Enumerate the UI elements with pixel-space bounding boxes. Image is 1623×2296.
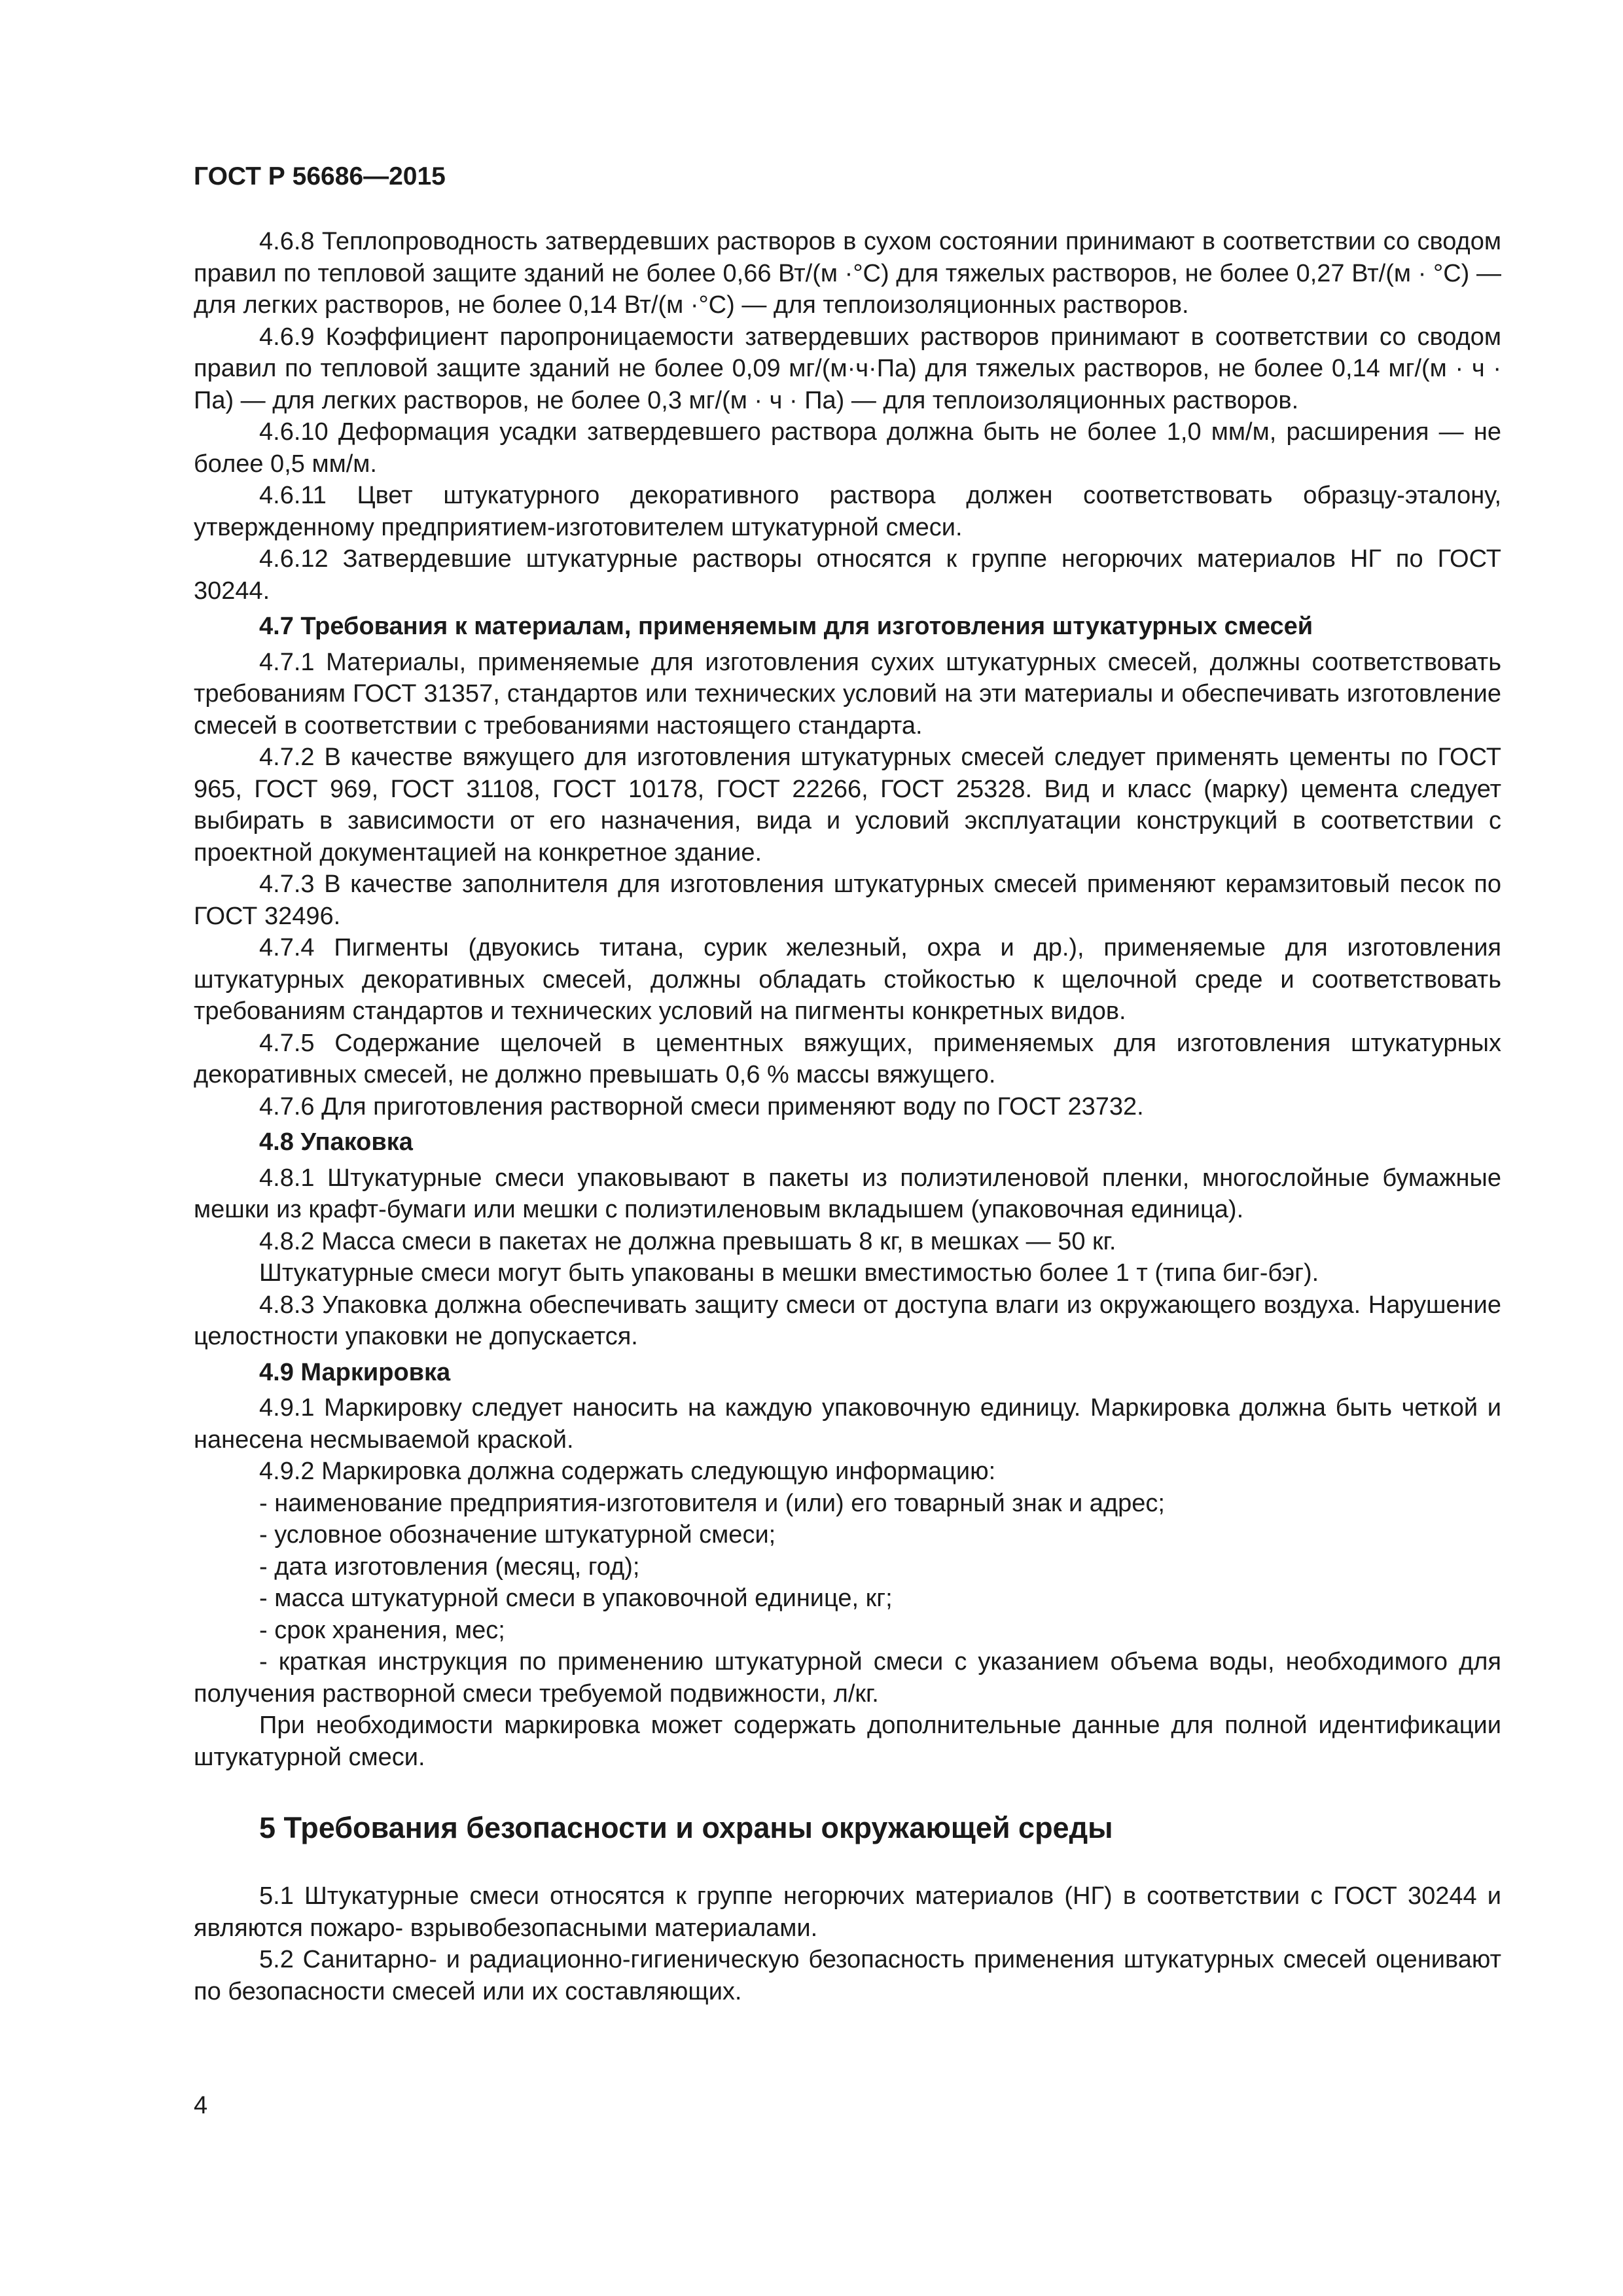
paragraph-4-9-1: 4.9.1 Маркировку следует наносить на каждую упаковочную единицу. Маркировка должна быть четкой и нанесена несмываемой краской. bbox=[194, 1394, 1501, 1454]
list-item: - масса штукатурной смеси в упаковочной единице, кг; bbox=[259, 1585, 893, 1612]
list-item: - срок хранения, мес; bbox=[259, 1616, 505, 1644]
paragraph-4-6-12: 4.6.12 Затвердевшие штукатурные растворы относятся к группе негорючих материалов НГ по ГОСТ 30244. bbox=[194, 545, 1501, 605]
section-heading-4-8: 4.8 Упаковка bbox=[259, 1128, 413, 1156]
paragraph-4-6-9: 4.6.9 Коэффициент паропроницаемости затвердевших растворов принимают в соответствии со сводом правил по тепловой защите зданий не более 0,09 мг/(м·ч·Па) для тяжелых растворов, не более 0,14 мг/(м · ч · Па) — для легких растворов, не более 0,3 мг/(м · ч · Па) — для теплоизоляционных растворов. bbox=[194, 323, 1501, 414]
paragraph-4-9-note: При необходимости маркировка может содержать дополнительные данные для полной идентификации штукатурной смеси. bbox=[194, 1712, 1501, 1771]
paragraph-4-8-3: 4.8.3 Упаковка должна обеспечивать защиту смеси от доступа влаги из окружающего воздуха. Нарушение целостности упаковки не допускается. bbox=[194, 1291, 1501, 1350]
paragraph-4-6-10: 4.6.10 Деформация усадки затвердевшего раствора должна быть не более 1,0 мм/м, расширения — не более 0,5 мм/м. bbox=[194, 418, 1501, 478]
paragraph-4-8-1: 4.8.1 Штукатурные смеси упаковывают в пакеты из полиэтиленовой пленки, многослойные бумажные мешки из крафт-бумаги или мешки с полиэтиленовым вкладышем (упаковочная единица). bbox=[194, 1164, 1501, 1223]
list-item: - наименование предприятия-изготовителя и (или) его товарный знак и адрес; bbox=[259, 1489, 1165, 1517]
page-number: 4 bbox=[194, 2092, 208, 2119]
paragraph-4-7-3: 4.7.3 В качестве заполнителя для изготовления штукатурных смесей применяют керамзитовый песок по ГОСТ 32496. bbox=[194, 870, 1501, 930]
section-heading-4-7: 4.7 Требования к материалам, применяемым для изготовления штукатурных смесей bbox=[259, 613, 1313, 640]
paragraph-4-6-8: 4.6.8 Теплопроводность затвердевших растворов в сухом состоянии принимают в соответствии со сводом правил по тепловой защите зданий не более 0,66 Вт/(м ·°С) для тяжелых растворов, не более 0,27 Вт/(м · °С) — для легких растворов, не более 0,14 Вт/(м ·°С) — для теплоизоляционных растворов. bbox=[194, 228, 1501, 319]
paragraph-4-7-4: 4.7.4 Пигменты (двуокись титана, сурик железный, охра и др.), применяемые для изготовления штукатурных декоративных смесей, должны обладать стойкостью к щелочной среде и соответствовать требованиям стандартов и технических условий на пигменты конкретных видов. bbox=[194, 934, 1501, 1025]
list-item: - условное обозначение штукатурной смеси; bbox=[259, 1521, 776, 1549]
paragraph-4-7-2: 4.7.2 В качестве вяжущего для изготовления штукатурных смесей следует применять цементы по ГОСТ 965, ГОСТ 969, ГОСТ 31108, ГОСТ 10178, ГОСТ 22266, ГОСТ 25328. Вид и класс (марку) цемента следует выбирать в зависимости от его назначения, вида и условий эксплуатации конструкций в соответствии с проектной документацией на конкретное здание. bbox=[194, 744, 1501, 867]
paragraph-5-1: 5.1 Штукатурные смеси относятся к группе негорючих материалов (НГ) в соответствии с ГОСТ 30244 и являются пожаро- взрывобезопасными материалами. bbox=[194, 1882, 1501, 1942]
section-heading-4-9: 4.9 Маркировка bbox=[259, 1358, 451, 1386]
paragraph-4-8-2-note: Штукатурные смеси могут быть упакованы в мешки вместимостью более 1 т (типа биг-бэг). bbox=[259, 1259, 1319, 1287]
paragraph-4-8-2: 4.8.2 Масса смеси в пакетах не должна превышать 8 кг, в мешках — 50 кг. bbox=[259, 1227, 1116, 1255]
standard-header: ГОСТ Р 56686—2015 bbox=[194, 162, 446, 190]
chapter-heading-5: 5 Требования безопасности и охраны окружающей среды bbox=[259, 1811, 1113, 1844]
paragraph-4-7-6: 4.7.6 Для приготовления растворной смеси применяют воду по ГОСТ 23732. bbox=[259, 1092, 1144, 1121]
paragraph-4-9-2: 4.9.2 Маркировка должна содержать следующую информацию: bbox=[259, 1458, 996, 1485]
paragraph-4-6-11: 4.6.11 Цвет штукатурного декоративного раствора должен соответствовать образцу-эталону, утвержденному предприятием-изготовителем штукатурной смеси. bbox=[194, 482, 1501, 541]
list-item: - краткая инструкция по применению штукатурной смеси с указанием объема воды, необходимого для получения растворной смеси требуемой подвижности, л/кг. bbox=[194, 1648, 1501, 1708]
paragraph-4-7-5: 4.7.5 Содержание щелочей в цементных вяжущих, применяемых для изготовления штукатурных декоративных смесей, не должно превышать 0,6 % массы вяжущего. bbox=[194, 1029, 1501, 1088]
document-body bbox=[194, 226, 1501, 2007]
paragraph-5-2: 5.2 Санитарно- и радиационно-гигиеническую безопасность применения штукатурных смесей оценивают по безопасности смесей или их составляющих. bbox=[194, 1946, 1501, 2005]
paragraph-4-7-1: 4.7.1 Материалы, применяемые для изготовления сухих штукатурных смесей, должны соответствовать требованиям ГОСТ 31357, стандартов или технических условий на эти материалы и обеспечивать изготовление смесей в соответствии с требованиями настоящего стандарта. bbox=[194, 648, 1501, 740]
list-item: - дата изготовления (месяц, год); bbox=[259, 1552, 640, 1581]
